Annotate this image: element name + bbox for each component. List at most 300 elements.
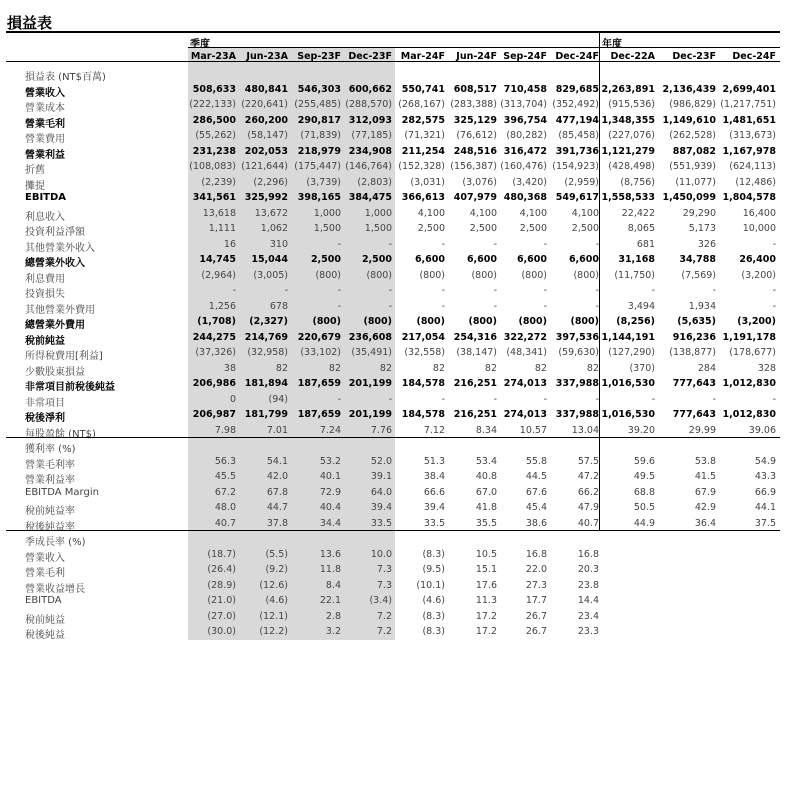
table-cell: 480,841 bbox=[244, 83, 288, 95]
table-cell: (33,102) bbox=[300, 347, 341, 358]
table-cell: 1,256 bbox=[208, 300, 236, 312]
group-header-annual: 年度 bbox=[602, 39, 622, 50]
table-row bbox=[0, 237, 790, 252]
row-label: 總營業外費用 bbox=[25, 320, 85, 331]
table-cell: (71,321) bbox=[404, 130, 445, 141]
row-label: 營業毛利率 bbox=[25, 459, 75, 471]
table-cell: 48.0 bbox=[214, 502, 236, 513]
table-cell: (26.4) bbox=[207, 564, 236, 575]
group-header-quarterly: 季度 bbox=[190, 39, 210, 50]
table-cell: 211,254 bbox=[401, 145, 445, 157]
table-cell: 11.8 bbox=[319, 564, 341, 575]
table-cell: - bbox=[712, 393, 716, 405]
row-label: 稅前純益 bbox=[25, 614, 65, 626]
table-cell: 41.5 bbox=[694, 471, 716, 482]
table-cell: - bbox=[543, 300, 547, 312]
table-cell: (28.9) bbox=[207, 579, 236, 591]
table-cell: 47.2 bbox=[577, 471, 599, 482]
table-cell: - bbox=[337, 285, 341, 296]
table-cell: 181,894 bbox=[244, 378, 288, 389]
table-cell: 316,472 bbox=[503, 145, 547, 157]
table-cell: 82 bbox=[432, 362, 445, 374]
table-cell: (8.3) bbox=[422, 626, 445, 637]
table-cell: (152,328) bbox=[398, 161, 445, 172]
table-cell: (3,200) bbox=[737, 316, 776, 327]
table-cell: 41.8 bbox=[475, 502, 497, 513]
table-row bbox=[0, 500, 790, 515]
table-cell: 7.01 bbox=[266, 424, 288, 436]
table-cell: 310 bbox=[269, 238, 288, 250]
table-cell: 216,251 bbox=[453, 378, 497, 389]
table-cell: (18.7) bbox=[207, 548, 236, 560]
column-header: Mar-23A bbox=[190, 51, 236, 62]
table-cell: (288,570) bbox=[345, 99, 392, 110]
table-cell: (175,447) bbox=[294, 161, 341, 172]
table-cell: 55.8 bbox=[525, 455, 547, 467]
row-label: 非常項目 bbox=[25, 397, 65, 409]
table-cell: 6,600 bbox=[516, 254, 547, 265]
table-cell: 0 bbox=[229, 393, 236, 405]
table-cell: - bbox=[543, 238, 547, 250]
table-cell: 396,754 bbox=[503, 114, 547, 126]
table-cell: 53.8 bbox=[694, 455, 716, 467]
table-cell: 29.99 bbox=[688, 424, 716, 436]
table-cell: 42.9 bbox=[694, 502, 716, 513]
table-cell: 887,082 bbox=[672, 145, 716, 157]
table-cell: (55,262) bbox=[195, 130, 236, 141]
table-cell: 312,093 bbox=[348, 114, 392, 126]
table-cell: 40.7 bbox=[214, 517, 236, 529]
table-cell: 2,500 bbox=[469, 223, 497, 234]
table-cell: 22.1 bbox=[319, 595, 341, 606]
table-cell: 53.2 bbox=[319, 455, 341, 467]
table-cell: 231,238 bbox=[192, 145, 236, 157]
table-cell: 260,200 bbox=[244, 114, 288, 126]
table-cell: - bbox=[284, 285, 288, 296]
table-row bbox=[0, 376, 790, 391]
table-cell: 40.7 bbox=[577, 517, 599, 529]
table-row bbox=[0, 206, 790, 221]
table-cell: 325,129 bbox=[453, 114, 497, 126]
table-cell: 53.4 bbox=[475, 455, 497, 467]
table-cell: 1,016,530 bbox=[601, 378, 655, 389]
table-cell: 6,600 bbox=[414, 254, 445, 265]
table-cell: (154,923) bbox=[552, 161, 599, 172]
table-cell: 17.2 bbox=[475, 610, 497, 622]
table-row bbox=[0, 82, 790, 97]
section-header-row bbox=[0, 438, 790, 453]
table-cell: (5,635) bbox=[677, 316, 716, 327]
table-cell: 11.3 bbox=[475, 595, 497, 606]
table-cell: 16 bbox=[223, 238, 236, 250]
table-row bbox=[0, 128, 790, 143]
table-cell: 67.9 bbox=[694, 486, 716, 498]
table-cell: 4,100 bbox=[469, 207, 497, 219]
table-cell: 829,685 bbox=[555, 83, 599, 95]
row-label: 稅後淨利 bbox=[25, 413, 65, 424]
table-row bbox=[0, 113, 790, 128]
table-cell: (9.2) bbox=[265, 564, 288, 575]
table-cell: 3,494 bbox=[627, 300, 655, 312]
table-cell: 508,633 bbox=[192, 83, 236, 95]
table-cell: - bbox=[595, 393, 599, 405]
table-cell: (800) bbox=[363, 316, 392, 327]
table-cell: 206,987 bbox=[192, 409, 236, 420]
table-cell: (85,458) bbox=[558, 130, 599, 141]
table-cell: (2,239) bbox=[201, 176, 236, 188]
table-cell: (71,839) bbox=[300, 130, 341, 141]
column-header: Dec-24F bbox=[732, 51, 776, 62]
table-row bbox=[0, 516, 790, 531]
table-row bbox=[0, 361, 790, 376]
table-cell: (227,076) bbox=[608, 130, 655, 141]
table-cell: 234,908 bbox=[348, 145, 392, 157]
table-row bbox=[0, 330, 790, 345]
table-cell: 13.6 bbox=[319, 548, 341, 560]
table-cell: 2,136,439 bbox=[662, 83, 716, 95]
table-cell: (800) bbox=[315, 269, 341, 281]
row-label: 總營業外收入 bbox=[25, 258, 85, 269]
table-cell: (38,147) bbox=[456, 347, 497, 358]
table-cell: 66.9 bbox=[754, 486, 776, 498]
table-cell: 16,400 bbox=[742, 207, 776, 219]
table-row bbox=[0, 97, 790, 112]
table-cell: 201,199 bbox=[348, 409, 392, 420]
table-cell: 5,173 bbox=[688, 223, 716, 234]
table-cell: - bbox=[543, 285, 547, 296]
table-cell: (76,612) bbox=[456, 130, 497, 141]
table-cell: 4,100 bbox=[417, 207, 445, 219]
table-cell: (4.6) bbox=[422, 595, 445, 606]
row-label: 營業成本 bbox=[25, 103, 65, 114]
column-header: Jun-24F bbox=[456, 51, 497, 62]
table-cell: (8,756) bbox=[620, 176, 655, 188]
table-cell: (1,708) bbox=[197, 316, 236, 327]
table-cell: 286,500 bbox=[192, 114, 236, 126]
table-cell: 43.3 bbox=[754, 471, 776, 482]
table-cell: (915,536) bbox=[608, 99, 655, 110]
table-cell: 23.3 bbox=[577, 626, 599, 637]
table-cell: (2,296) bbox=[253, 176, 288, 188]
table-cell: (2,803) bbox=[357, 176, 392, 188]
table-cell: 202,053 bbox=[244, 145, 288, 157]
table-cell: 39.20 bbox=[627, 424, 655, 436]
table-cell: 8.34 bbox=[475, 424, 497, 436]
table-row bbox=[0, 407, 790, 422]
table-cell: 244,275 bbox=[192, 331, 236, 343]
table-cell: 15,044 bbox=[251, 254, 288, 265]
table-cell: 1,012,830 bbox=[722, 378, 776, 389]
row-label: 攤提 bbox=[25, 180, 45, 192]
table-cell: (59,630) bbox=[558, 347, 599, 358]
row-label: 營業收入 bbox=[25, 552, 65, 564]
table-cell: - bbox=[337, 238, 341, 250]
table-cell: (138,877) bbox=[669, 347, 716, 358]
table-cell: 608,517 bbox=[453, 83, 497, 95]
table-cell: (80,282) bbox=[506, 130, 547, 141]
table-cell: 26.7 bbox=[525, 610, 547, 622]
table-cell: 39.4 bbox=[370, 502, 392, 513]
table-row bbox=[0, 624, 790, 639]
table-cell: 678 bbox=[269, 300, 288, 312]
table-cell: - bbox=[772, 393, 776, 405]
table-cell: 49.5 bbox=[633, 471, 655, 482]
table-cell: 284 bbox=[697, 362, 716, 374]
table-cell: - bbox=[772, 285, 776, 296]
table-cell: 248,516 bbox=[453, 145, 497, 157]
row-label: 獲利率 (%) bbox=[25, 444, 76, 455]
row-label: 季成長率 (%) bbox=[25, 537, 86, 548]
table-cell: 391,736 bbox=[555, 145, 599, 157]
table-cell: (2,327) bbox=[249, 316, 288, 327]
table-cell: - bbox=[595, 238, 599, 250]
row-label: 營業利益 bbox=[25, 149, 65, 161]
table-cell: 218,979 bbox=[297, 145, 341, 157]
table-cell: 7.3 bbox=[376, 579, 392, 591]
table-cell: 2,500 bbox=[519, 223, 547, 234]
table-cell: 67.0 bbox=[475, 486, 497, 498]
table-cell: 72.9 bbox=[319, 486, 341, 498]
table-cell: 325,992 bbox=[244, 192, 288, 203]
table-cell: 7.76 bbox=[370, 424, 392, 436]
table-cell: (800) bbox=[366, 269, 392, 281]
table-cell: 184,578 bbox=[401, 409, 445, 420]
table-cell: 44.5 bbox=[525, 471, 547, 482]
table-cell: (108,083) bbox=[189, 161, 236, 172]
table-cell: (11,750) bbox=[614, 269, 655, 281]
table-cell: 187,659 bbox=[297, 409, 341, 420]
table-cell: 4,100 bbox=[519, 207, 547, 219]
table-cell: 36.4 bbox=[694, 517, 716, 529]
table-cell: 64.0 bbox=[370, 486, 392, 498]
column-header: Dec-24F bbox=[555, 51, 599, 62]
row-label: 其他營業外費用 bbox=[25, 304, 95, 316]
table-cell: (262,528) bbox=[669, 130, 716, 141]
table-cell: - bbox=[441, 393, 445, 405]
table-cell: 2,500 bbox=[361, 254, 392, 265]
table-cell: - bbox=[441, 300, 445, 312]
table-cell: 13,672 bbox=[254, 207, 288, 219]
table-cell: 282,575 bbox=[401, 114, 445, 126]
table-cell: 66.6 bbox=[423, 486, 445, 498]
table-row bbox=[0, 454, 790, 469]
table-cell: 1,111 bbox=[208, 223, 236, 234]
row-label: 營業收益增長 bbox=[25, 583, 85, 595]
row-label: 每股盈餘 (NT$) bbox=[25, 428, 96, 440]
table-cell: - bbox=[493, 393, 497, 405]
table-cell: (12.2) bbox=[259, 626, 288, 637]
table-cell: 6,600 bbox=[568, 254, 599, 265]
table-cell: 35.5 bbox=[475, 517, 497, 529]
column-header: Mar-24F bbox=[400, 51, 445, 62]
table-cell: 217,054 bbox=[401, 331, 445, 343]
table-cell: (352,492) bbox=[552, 99, 599, 110]
table-row bbox=[0, 345, 790, 360]
table-row bbox=[0, 593, 790, 608]
table-cell: 39.06 bbox=[748, 424, 776, 436]
table-cell: (30.0) bbox=[207, 626, 236, 637]
table-cell: 67.6 bbox=[525, 486, 547, 498]
table-row bbox=[0, 423, 790, 438]
table-cell: 477,194 bbox=[555, 114, 599, 126]
table-cell: 328 bbox=[757, 362, 776, 374]
row-label: EBITDA Margin bbox=[25, 486, 99, 498]
table-cell: 2,263,891 bbox=[601, 83, 655, 95]
table-cell: (32,558) bbox=[404, 347, 445, 358]
table-cell: 1,500 bbox=[364, 223, 392, 234]
row-label: 利息收入 bbox=[25, 211, 65, 223]
table-row bbox=[0, 159, 790, 174]
table-cell: 7.2 bbox=[376, 610, 392, 622]
table-cell: - bbox=[543, 393, 547, 405]
title-rule bbox=[6, 31, 780, 33]
table-cell: (160,476) bbox=[500, 161, 547, 172]
table-cell: 3.2 bbox=[325, 626, 341, 637]
table-cell: (11,077) bbox=[675, 176, 716, 188]
table-cell: (5.5) bbox=[265, 548, 288, 560]
table-cell: 1,121,279 bbox=[601, 145, 655, 157]
table-cell: (624,113) bbox=[729, 161, 776, 172]
table-cell: 181,799 bbox=[244, 409, 288, 420]
table-cell: (268,167) bbox=[398, 99, 445, 110]
table-cell: 22,422 bbox=[621, 207, 655, 219]
table-cell: 59.6 bbox=[633, 455, 655, 467]
table-cell: 13.04 bbox=[571, 424, 599, 436]
table-cell: 44.1 bbox=[754, 502, 776, 513]
table-cell: (10.1) bbox=[416, 579, 445, 591]
table-cell: 44.9 bbox=[633, 517, 655, 529]
table-cell: - bbox=[337, 393, 341, 405]
table-cell: (800) bbox=[471, 269, 497, 281]
table-cell: 274,013 bbox=[503, 378, 547, 389]
table-cell: 37.5 bbox=[754, 517, 776, 529]
table-cell: 326 bbox=[697, 238, 716, 250]
table-cell: 82 bbox=[328, 362, 341, 374]
table-cell: 14,745 bbox=[199, 254, 236, 265]
page-title: 損益表 bbox=[7, 14, 53, 32]
table-cell: 51.3 bbox=[423, 455, 445, 467]
table-cell: 44.7 bbox=[266, 502, 288, 513]
table-cell: 206,986 bbox=[192, 378, 236, 389]
table-cell: 38.4 bbox=[423, 471, 445, 482]
group-rule-quarterly bbox=[188, 47, 599, 48]
table-cell: - bbox=[388, 393, 392, 405]
row-label: 投資利益淨額 bbox=[25, 227, 85, 238]
table-cell: 7.2 bbox=[376, 626, 392, 637]
table-cell: 82 bbox=[586, 362, 599, 374]
table-cell: (8.3) bbox=[422, 610, 445, 622]
table-cell: 45.4 bbox=[525, 502, 547, 513]
table-cell: 56.3 bbox=[214, 455, 236, 467]
table-cell: (313,704) bbox=[500, 99, 547, 110]
row-label: EBITDA bbox=[25, 595, 62, 606]
table-cell: - bbox=[772, 300, 776, 312]
table-cell: 68.8 bbox=[633, 486, 655, 498]
table-cell: 15.1 bbox=[475, 564, 497, 575]
table-cell: - bbox=[441, 238, 445, 250]
table-cell: 4,100 bbox=[571, 207, 599, 219]
table-cell: 82 bbox=[275, 362, 288, 374]
table-row bbox=[0, 283, 790, 298]
table-cell: 10,000 bbox=[742, 223, 776, 234]
table-cell: (800) bbox=[468, 316, 497, 327]
table-cell: (12.6) bbox=[259, 579, 288, 591]
table-cell: (8.3) bbox=[422, 548, 445, 560]
group-rule-annual bbox=[600, 47, 780, 48]
table-cell: 2,500 bbox=[310, 254, 341, 265]
table-cell: 54.1 bbox=[266, 455, 288, 467]
table-cell: (800) bbox=[518, 316, 547, 327]
table-cell: (178,677) bbox=[729, 347, 776, 358]
table-cell: 33.5 bbox=[423, 517, 445, 529]
table-cell: 1,149,610 bbox=[662, 114, 716, 126]
table-cell: 550,741 bbox=[401, 83, 445, 95]
table-cell: 7.24 bbox=[319, 424, 341, 436]
row-label: 稅前純益率 bbox=[25, 506, 75, 517]
table-row bbox=[0, 547, 790, 562]
table-cell: 38.6 bbox=[525, 517, 547, 529]
table-cell: 549,617 bbox=[555, 192, 599, 203]
table-cell: 40.8 bbox=[475, 471, 497, 482]
table-cell: - bbox=[493, 285, 497, 296]
table-row bbox=[0, 268, 790, 283]
table-cell: 67.8 bbox=[266, 486, 288, 498]
row-label: EBITDA bbox=[25, 192, 67, 203]
table-cell: 39.1 bbox=[370, 471, 392, 482]
table-cell: 47.9 bbox=[577, 502, 599, 513]
table-cell: (21.0) bbox=[207, 595, 236, 606]
table-cell: 710,458 bbox=[503, 83, 547, 95]
table-cell: 1,191,178 bbox=[722, 331, 776, 343]
table-cell: 27.3 bbox=[525, 579, 547, 591]
table-row bbox=[0, 175, 790, 190]
table-cell: 10.0 bbox=[370, 548, 392, 560]
header-rule bbox=[6, 61, 780, 62]
table-cell: (35,491) bbox=[351, 347, 392, 358]
table-cell: 600,662 bbox=[348, 83, 392, 95]
row-label: 所得稅費用[利益] bbox=[25, 351, 103, 362]
table-cell: 1,167,978 bbox=[722, 145, 776, 157]
table-row bbox=[0, 469, 790, 484]
table-cell: (222,133) bbox=[189, 99, 236, 110]
table-cell: 777,643 bbox=[672, 409, 716, 420]
row-label: 投資損失 bbox=[25, 289, 65, 300]
table-cell: 31,168 bbox=[618, 254, 655, 265]
table-cell: 67.2 bbox=[214, 486, 236, 498]
table-row bbox=[0, 485, 790, 500]
table-cell: 57.5 bbox=[577, 455, 599, 467]
table-cell: 34,788 bbox=[679, 254, 716, 265]
table-cell: 40.1 bbox=[319, 471, 341, 482]
table-cell: (986,829) bbox=[669, 99, 716, 110]
table-cell: 384,475 bbox=[348, 192, 392, 203]
table-cell: - bbox=[493, 238, 497, 250]
table-cell: (220,641) bbox=[241, 99, 288, 110]
table-cell: - bbox=[772, 238, 776, 250]
table-cell: 26,400 bbox=[739, 254, 776, 265]
column-header: Sep-24F bbox=[503, 51, 547, 62]
table-cell: (551,939) bbox=[669, 161, 716, 172]
table-cell: 220,679 bbox=[297, 331, 341, 343]
table-cell: 10.57 bbox=[519, 424, 547, 436]
table-cell: (12,486) bbox=[735, 176, 776, 188]
table-cell: 17.6 bbox=[475, 579, 497, 591]
table-cell: - bbox=[388, 238, 392, 250]
table-cell: (1,217,751) bbox=[720, 99, 776, 110]
table-row bbox=[0, 314, 790, 329]
table-cell: (9.5) bbox=[422, 564, 445, 575]
table-cell: 40.4 bbox=[319, 502, 341, 513]
